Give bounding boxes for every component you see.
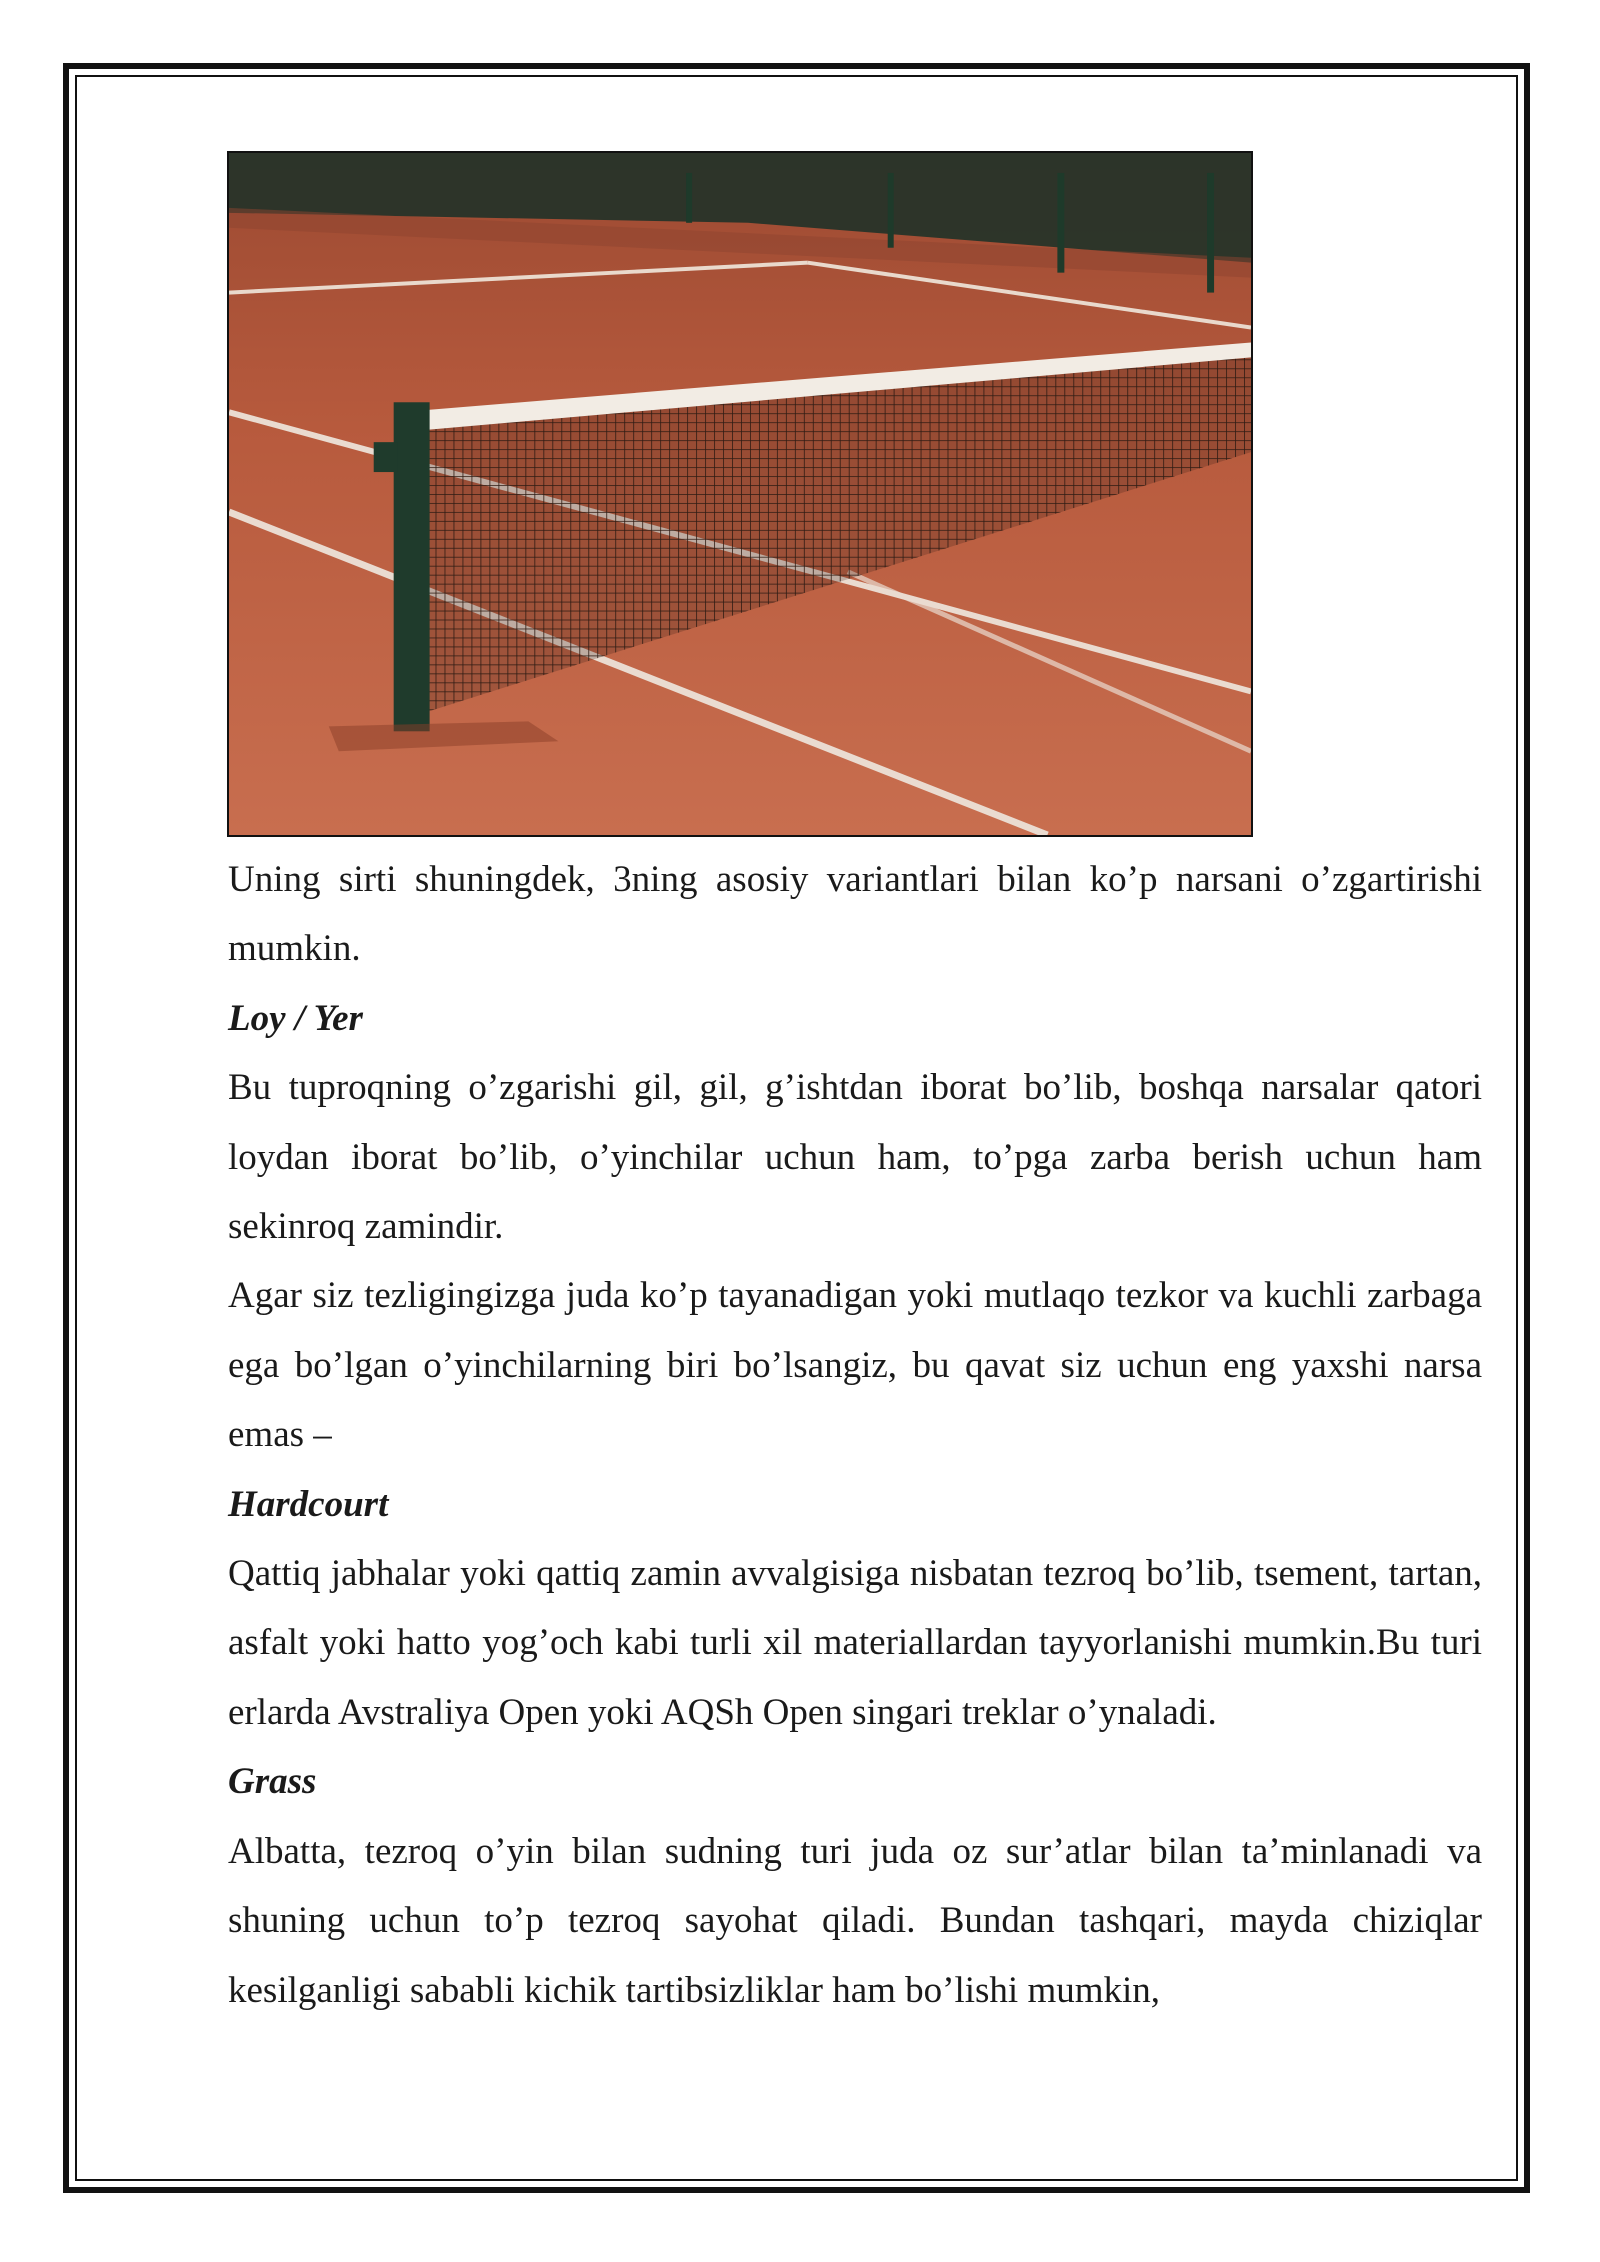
heading-grass: Grass bbox=[228, 1761, 317, 1803]
heading-hardcourt: Hardcourt bbox=[228, 1483, 389, 1525]
paragraph-clay-2: Agar siz tezligingizga juda ko’p tayanadigan yoki mutlaqo tezkor va kuchli zarbaga ega bo’lgan o’yinchilarning biri bo’lsangiz, bu qavat siz uchun eng yaxshi narsa emas – bbox=[228, 1275, 1482, 1456]
paragraph-clay-1: Bu tuproqning o’zgarishi gil, gil, g’ishtdan iborat bo’lib, boshqa narsalar qatori loydan iborat bo’lib, o’yinchilar uchun ham, to’pga zarba berish uchun ham sekinroq zamindir. bbox=[228, 1067, 1482, 1248]
paragraph-hardcourt: Qattiq jabhalar yoki qattiq zamin avvalgisiga nisbatan tezroq bo’lib, tsement, tartan, asfalt yoki hatto yog’och kabi turli xil materiallardan tayyorlanishi mumkin.Bu turi erlarda Avstraliya Open yoki AQSh Open singari treklar o’ynaladi. bbox=[228, 1553, 1482, 1733]
heading-loy-yer: Loy / Yer bbox=[228, 997, 363, 1039]
intro-paragraph: Uning sirti shuningdek, 3ning asosiy variantlari bilan ko’p narsani o’zgartirishi mumkin. bbox=[228, 859, 1482, 970]
document-body bbox=[228, 845, 1482, 2025]
tennis-court-photo bbox=[227, 151, 1253, 837]
paragraph-grass: Albatta, tezroq o’yin bilan sudning turi juda oz sur’atlar bilan ta’minlanadi va shuning uchun to’p tezroq sayohat qiladi. Bundan tashqari, mayda chiziqlar kesilganligi sababli kichik tartibsizliklar ham bo’lishi mumkin, bbox=[228, 1830, 1482, 2011]
